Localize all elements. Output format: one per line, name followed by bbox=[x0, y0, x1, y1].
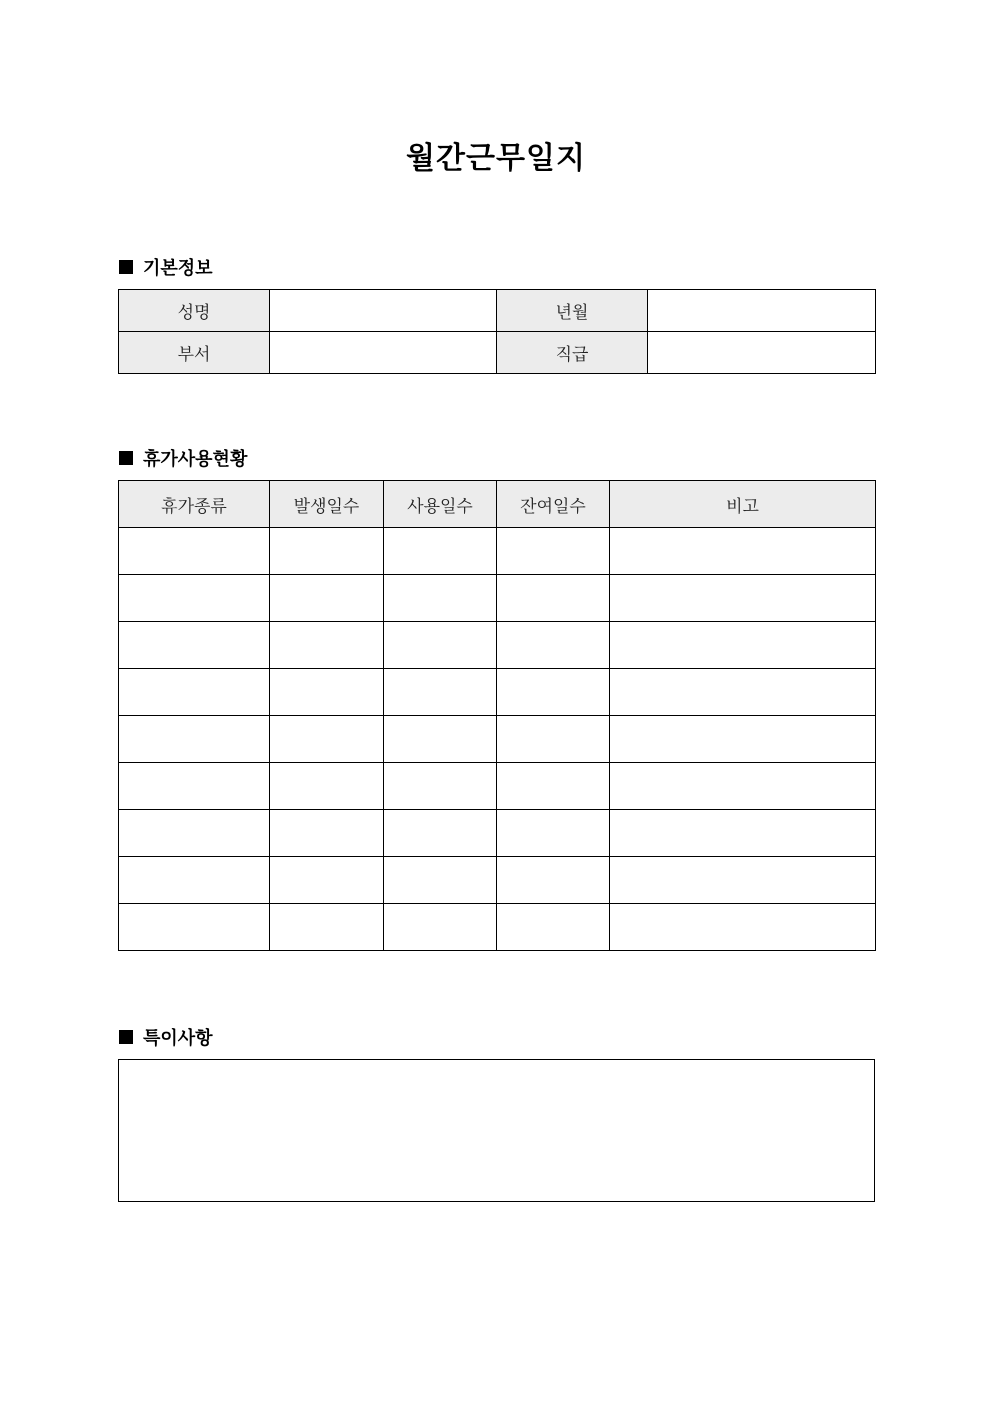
section-notes-heading bbox=[119, 1024, 213, 1050]
accrued-days-cell[interactable] bbox=[270, 716, 384, 763]
table-row bbox=[119, 528, 876, 575]
leave-type-cell[interactable] bbox=[119, 622, 270, 669]
leave-type-cell[interactable] bbox=[119, 716, 270, 763]
position-field[interactable] bbox=[648, 332, 876, 374]
section-leave-label: 휴가사용현황 bbox=[143, 449, 248, 470]
square-bullet-icon bbox=[119, 451, 133, 465]
remarks-cell[interactable] bbox=[610, 810, 876, 857]
table-header-row bbox=[119, 481, 876, 528]
table-row bbox=[119, 332, 876, 374]
table-row bbox=[119, 622, 876, 669]
table-row bbox=[119, 716, 876, 763]
used-days-cell[interactable] bbox=[384, 575, 497, 622]
used-days-cell[interactable] bbox=[384, 810, 497, 857]
remarks-cell[interactable] bbox=[610, 904, 876, 951]
section-basic-heading bbox=[119, 254, 213, 280]
basic-info-table bbox=[118, 289, 876, 374]
square-bullet-icon bbox=[119, 1030, 133, 1044]
used-days-cell[interactable] bbox=[384, 622, 497, 669]
remaining-days-cell[interactable] bbox=[497, 669, 610, 716]
department-label: 부서 bbox=[119, 332, 270, 374]
remaining-days-cell[interactable] bbox=[497, 810, 610, 857]
used-days-cell[interactable] bbox=[384, 716, 497, 763]
name-label: 성명 bbox=[119, 290, 270, 332]
remaining-days-cell[interactable] bbox=[497, 622, 610, 669]
notes-field[interactable] bbox=[118, 1059, 875, 1202]
remarks-cell[interactable] bbox=[610, 528, 876, 575]
used-days-cell[interactable] bbox=[384, 904, 497, 951]
leave-type-cell[interactable] bbox=[119, 904, 270, 951]
department-field[interactable] bbox=[270, 332, 497, 374]
name-field[interactable] bbox=[270, 290, 497, 332]
used-days-cell[interactable] bbox=[384, 857, 497, 904]
remarks-cell[interactable] bbox=[610, 857, 876, 904]
header-remarks: 비고 bbox=[610, 481, 876, 528]
accrued-days-cell[interactable] bbox=[270, 763, 384, 810]
remaining-days-cell[interactable] bbox=[497, 904, 610, 951]
remarks-cell[interactable] bbox=[610, 622, 876, 669]
header-accrued-days: 발생일수 bbox=[270, 481, 384, 528]
remaining-days-cell[interactable] bbox=[497, 763, 610, 810]
accrued-days-cell[interactable] bbox=[270, 857, 384, 904]
table-row bbox=[119, 575, 876, 622]
used-days-cell[interactable] bbox=[384, 763, 497, 810]
accrued-days-cell[interactable] bbox=[270, 810, 384, 857]
leave-type-cell[interactable] bbox=[119, 763, 270, 810]
position-label: 직급 bbox=[497, 332, 648, 374]
table-row bbox=[119, 290, 876, 332]
leave-type-cell[interactable] bbox=[119, 669, 270, 716]
remarks-cell[interactable] bbox=[610, 575, 876, 622]
accrued-days-cell[interactable] bbox=[270, 622, 384, 669]
page-title: 월간근무일지 bbox=[406, 141, 586, 176]
header-used-days: 사용일수 bbox=[384, 481, 497, 528]
table-row bbox=[119, 857, 876, 904]
remarks-cell[interactable] bbox=[610, 716, 876, 763]
remaining-days-cell[interactable] bbox=[497, 716, 610, 763]
table-row bbox=[119, 810, 876, 857]
remarks-cell[interactable] bbox=[610, 763, 876, 810]
table-row bbox=[119, 669, 876, 716]
leave-type-cell[interactable] bbox=[119, 810, 270, 857]
year-month-label: 년월 bbox=[497, 290, 648, 332]
section-basic-label: 기본정보 bbox=[143, 258, 213, 279]
leave-type-cell[interactable] bbox=[119, 575, 270, 622]
leave-usage-table bbox=[118, 480, 876, 951]
accrued-days-cell[interactable] bbox=[270, 575, 384, 622]
leave-type-cell[interactable] bbox=[119, 857, 270, 904]
year-month-field[interactable] bbox=[648, 290, 876, 332]
square-bullet-icon bbox=[119, 260, 133, 274]
leave-type-cell[interactable] bbox=[119, 528, 270, 575]
header-remaining-days: 잔여일수 bbox=[497, 481, 610, 528]
section-leave-heading bbox=[119, 445, 247, 471]
accrued-days-cell[interactable] bbox=[270, 904, 384, 951]
table-row bbox=[119, 763, 876, 810]
accrued-days-cell[interactable] bbox=[270, 669, 384, 716]
remarks-cell[interactable] bbox=[610, 669, 876, 716]
header-leave-type: 휴가종류 bbox=[119, 481, 270, 528]
remaining-days-cell[interactable] bbox=[497, 528, 610, 575]
remaining-days-cell[interactable] bbox=[497, 857, 610, 904]
accrued-days-cell[interactable] bbox=[270, 528, 384, 575]
remaining-days-cell[interactable] bbox=[497, 575, 610, 622]
section-notes-label: 특이사항 bbox=[143, 1028, 213, 1049]
table-row bbox=[119, 904, 876, 951]
used-days-cell[interactable] bbox=[384, 528, 497, 575]
used-days-cell[interactable] bbox=[384, 669, 497, 716]
